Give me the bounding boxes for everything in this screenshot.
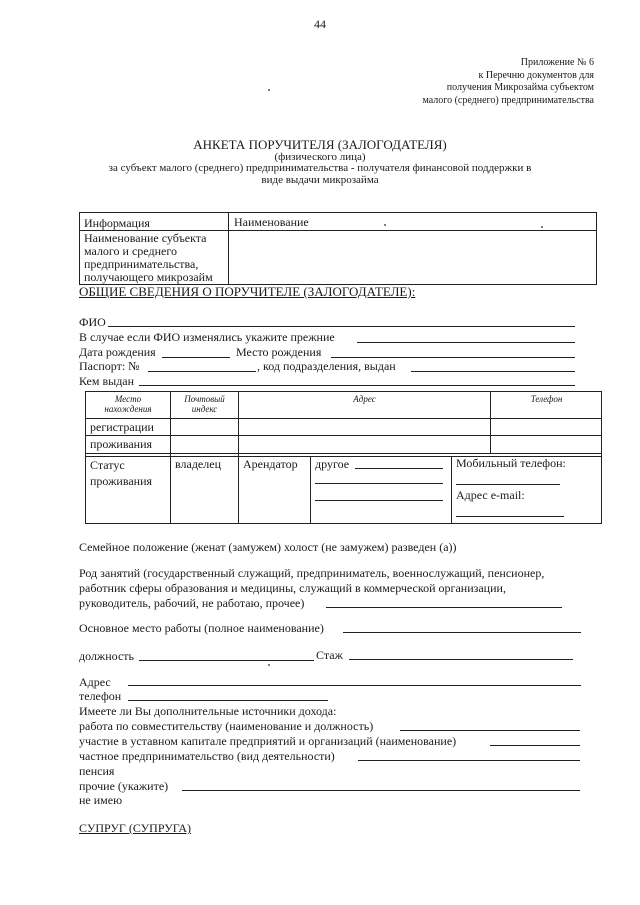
marital-status: Семейное положение (женат (замужем) холост (не замужем) разведен (а)) bbox=[79, 540, 457, 554]
form-title: АНКЕТА ПОРУЧИТЕЛЯ (ЗАЛОГОДАТЕЛЯ) bbox=[193, 137, 447, 152]
page-number: 44 bbox=[314, 17, 326, 31]
appendix-line: к Перечню документов для bbox=[478, 69, 594, 81]
other-input-line[interactable] bbox=[315, 483, 443, 484]
section-heading-spouse: СУПРУГ (СУПРУГА) bbox=[79, 821, 191, 835]
work-phone-label: телефон bbox=[79, 689, 122, 703]
fio-input-line[interactable] bbox=[108, 326, 575, 327]
place-header bbox=[86, 394, 170, 414]
email-label: Адрес e-mail: bbox=[456, 488, 525, 502]
table-divider bbox=[85, 435, 602, 436]
no-income-label[interactable]: не имею bbox=[79, 793, 123, 807]
label-line: получающего микрозайм bbox=[84, 270, 213, 284]
residence-row-label: проживания bbox=[90, 437, 153, 451]
part-time-label: работа по совместительству (наименование и должность) bbox=[79, 719, 374, 733]
scan-speck bbox=[268, 664, 270, 666]
label-line: проживания bbox=[90, 474, 153, 488]
scan-speck bbox=[541, 226, 543, 228]
other-input-line[interactable] bbox=[355, 468, 443, 469]
occupation-text bbox=[79, 566, 599, 611]
position-input-line[interactable] bbox=[139, 660, 314, 661]
form-description bbox=[40, 162, 600, 186]
label-line: предпринимательства, bbox=[84, 257, 199, 271]
form-subtitle: (физического лица) bbox=[274, 151, 366, 163]
occupation-line: руководитель, рабочий, не работаю, прочее) bbox=[79, 596, 305, 610]
registration-row-label: регистрации bbox=[90, 420, 154, 434]
work-address-input-line[interactable] bbox=[128, 685, 581, 686]
appendix-line: получения Микрозайма субъектом bbox=[446, 82, 594, 93]
business-label: частное предпринимательство (вид деятельности) bbox=[79, 749, 335, 763]
work-phone-input-line[interactable] bbox=[128, 700, 328, 701]
fio-label: ФИО bbox=[79, 315, 106, 329]
other-input-line[interactable] bbox=[315, 500, 443, 501]
label-line: Наименование субъекта bbox=[84, 231, 207, 245]
passport-label: Паспорт: № bbox=[79, 359, 140, 373]
table-divider bbox=[238, 456, 239, 524]
capital-input-line[interactable] bbox=[490, 745, 580, 746]
section-heading-general: ОБЩИЕ СВЕДЕНИЯ О ПОРУЧИТЕЛЕ (ЗАЛОГОДАТЕЛЕ): bbox=[79, 284, 416, 299]
birth-date-input-line[interactable] bbox=[162, 357, 230, 358]
name-col-header: Наименование bbox=[234, 215, 309, 229]
header-line: Почтовый bbox=[184, 394, 225, 404]
occupation-input-line[interactable] bbox=[326, 607, 562, 608]
dept-code-label: , код подразделения, выдан bbox=[257, 359, 396, 373]
issued-by-input-line[interactable] bbox=[139, 385, 575, 386]
phone-header: Телефон bbox=[530, 394, 563, 404]
scan-speck bbox=[384, 224, 386, 226]
experience-label: Стаж bbox=[316, 648, 343, 662]
scan-speck bbox=[268, 89, 270, 91]
business-input-line[interactable] bbox=[358, 760, 580, 761]
mobile-phone-label: Мобильный телефон: bbox=[456, 456, 566, 470]
part-time-input-line[interactable] bbox=[400, 730, 580, 731]
tenant-option[interactable]: Арендатор bbox=[243, 457, 298, 471]
table-divider bbox=[85, 453, 602, 454]
label-line: Статус bbox=[90, 458, 125, 472]
birth-place-input-line[interactable] bbox=[331, 357, 575, 358]
main-work-input-line[interactable] bbox=[343, 632, 581, 633]
description-line: за субъект малого (среднего) предпринимательства - получателя финансовой поддержки в bbox=[108, 162, 532, 174]
owner-option[interactable]: владелец bbox=[175, 457, 221, 471]
table-divider bbox=[85, 418, 602, 419]
entity-name-field[interactable] bbox=[229, 231, 596, 284]
work-address-label: Адрес bbox=[79, 675, 111, 689]
postal-header bbox=[171, 394, 238, 414]
mobile-phone-input-line[interactable] bbox=[456, 484, 560, 485]
other-option[interactable]: другое bbox=[315, 457, 350, 471]
main-work-label: Основное место работы (полное наименование) bbox=[79, 621, 324, 635]
table-divider bbox=[310, 456, 311, 524]
issued-by-label: Кем выдан bbox=[79, 374, 135, 388]
pension-label[interactable]: пенсия bbox=[79, 764, 115, 778]
birth-place-label: Место рождения bbox=[236, 345, 322, 359]
other-income-label: прочие (укажите) bbox=[79, 779, 169, 793]
appendix-line: Приложение № 6 bbox=[520, 57, 594, 68]
header-line: Место bbox=[114, 394, 142, 404]
occupation-line: работник сферы образования и медицины, служащий в коммерческой организации, bbox=[79, 581, 506, 595]
header-line: нахождения bbox=[104, 404, 152, 414]
status-label bbox=[90, 457, 152, 489]
table-divider bbox=[170, 456, 171, 524]
label-line: малого и среднего bbox=[84, 244, 177, 258]
table-divider bbox=[451, 456, 452, 524]
prev-fio-input-line[interactable] bbox=[357, 342, 575, 343]
description-line: виде выдачи микрозайма bbox=[261, 174, 379, 186]
income-question: Имеете ли Вы дополнительные источники дохода: bbox=[79, 704, 337, 718]
birth-date-label: Дата рождения bbox=[79, 345, 156, 359]
appendix-note bbox=[422, 57, 594, 107]
dept-code-input-line[interactable] bbox=[411, 371, 575, 372]
appendix-line: малого (среднего) предпринимательства bbox=[422, 94, 594, 106]
passport-number-input-line[interactable] bbox=[148, 371, 256, 372]
position-label: должность bbox=[79, 649, 134, 663]
capital-label: участие в уставном капитале предприятий и организаций (наименование) bbox=[79, 734, 457, 748]
entity-label bbox=[84, 232, 213, 284]
header-line: индекс bbox=[191, 404, 218, 414]
address-header: Адрес bbox=[353, 394, 376, 404]
info-col-header: Информация bbox=[84, 216, 150, 230]
occupation-line: Род занятий (государственный служащий, предприниматель, военнослужащий, пенсионер, bbox=[79, 566, 545, 580]
prev-fio-label: В случае если ФИО изменялись укажите прежние bbox=[79, 330, 335, 344]
other-income-input-line[interactable] bbox=[182, 790, 580, 791]
email-input-line[interactable] bbox=[456, 516, 564, 517]
experience-input-line[interactable] bbox=[349, 659, 573, 660]
